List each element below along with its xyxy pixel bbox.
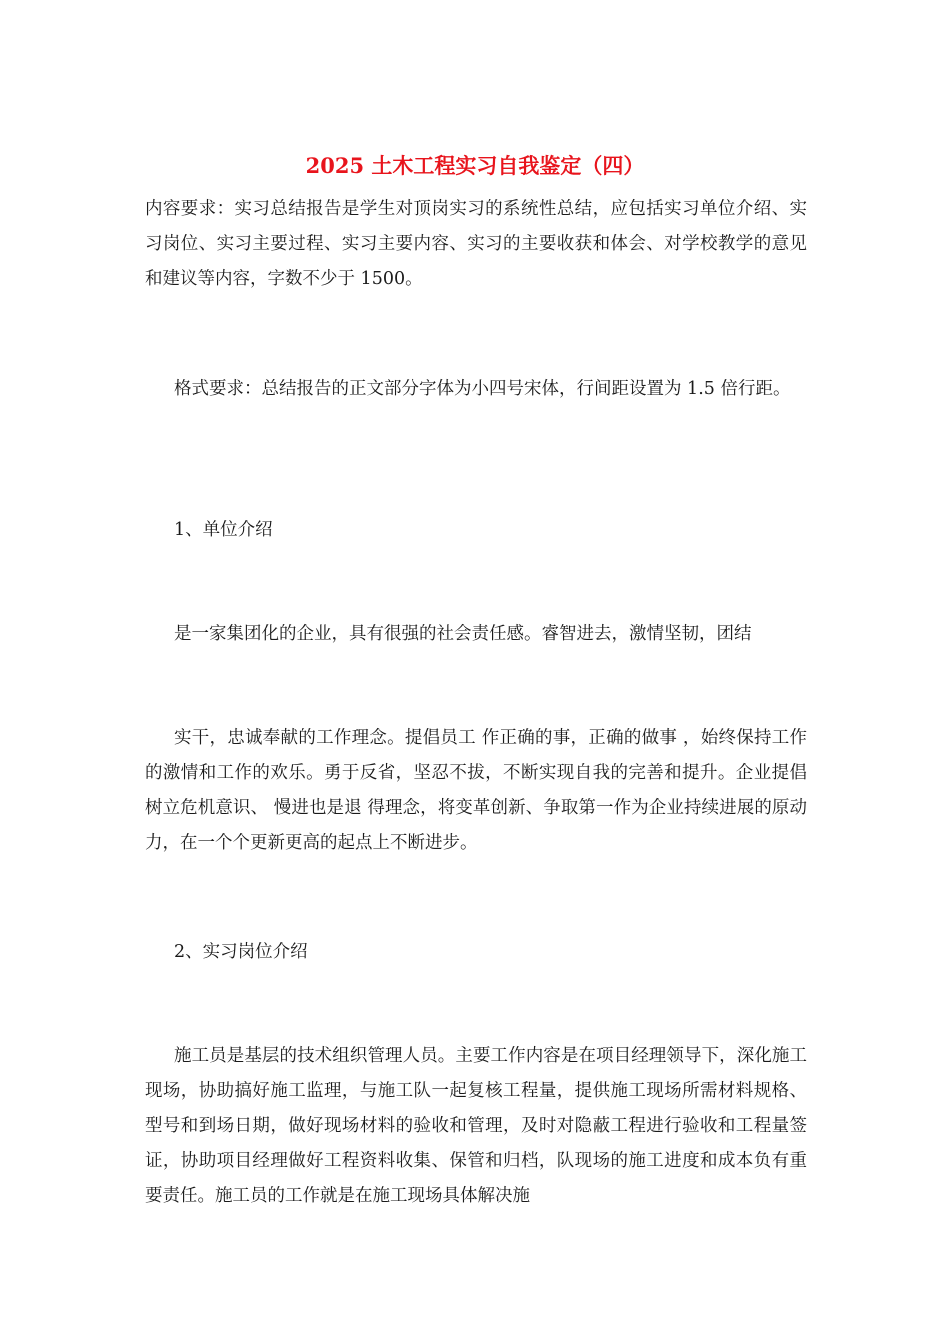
content-requirement-paragraph: 内容要求：实习总结报告是学生对顶岗实习的系统性总结，应包括实习单位介绍、实习岗位、实习主要过程、实习主要内容、实习的主要收获和体会、对学校教学的意见和建议等内容，字数不少于 1500。 [145, 199, 807, 289]
section1-paragraph: 是一家集团化的企业，具有很强的社会责任感。睿智进去，激情坚韧，团结 [174, 624, 752, 644]
document-title: 2025 土木工程实习自我鉴定（四） [305, 153, 645, 178]
section2-heading: 2、实习岗位介绍 [174, 942, 308, 962]
format-requirement-paragraph: 格式要求：总结报告的正文部分字体为小四号宋体，行间距设置为 1.5 倍行距。 [174, 379, 791, 399]
section1-heading: 1、单位介绍 [174, 520, 273, 540]
section2-paragraph: 施工员是基层的技术组织管理人员。主要工作内容是在项目经理领导下，深化施工现场，协助搞好施工监理，与施工队一起复核工程量，提供施工现场所需材料规格、型号和到场日期，做好现场材料的验收和管理，及时对隐蔽工程进行验收和工程量签证，协助项目经理做好工程资料收集、保管和归档，队现场的施工进度和成本负有重要责任。施工员的工作就是在施工现场具体解决施 [145, 1046, 807, 1206]
section1-paragraph-continued: 实干，忠诚奉献的工作理念。提倡员工 作正确的事，正确的做事 ，始终保持工作的激情和工作的欢乐。勇于反省，坚忍不拔，不断实现自我的完善和提升。企业提倡树立危机意识、 慢进也是退 得理念，将变革创新、争取第一作为企业持续进展的原动力，在一个个更新更高的起点上不断进步。 [145, 728, 807, 853]
